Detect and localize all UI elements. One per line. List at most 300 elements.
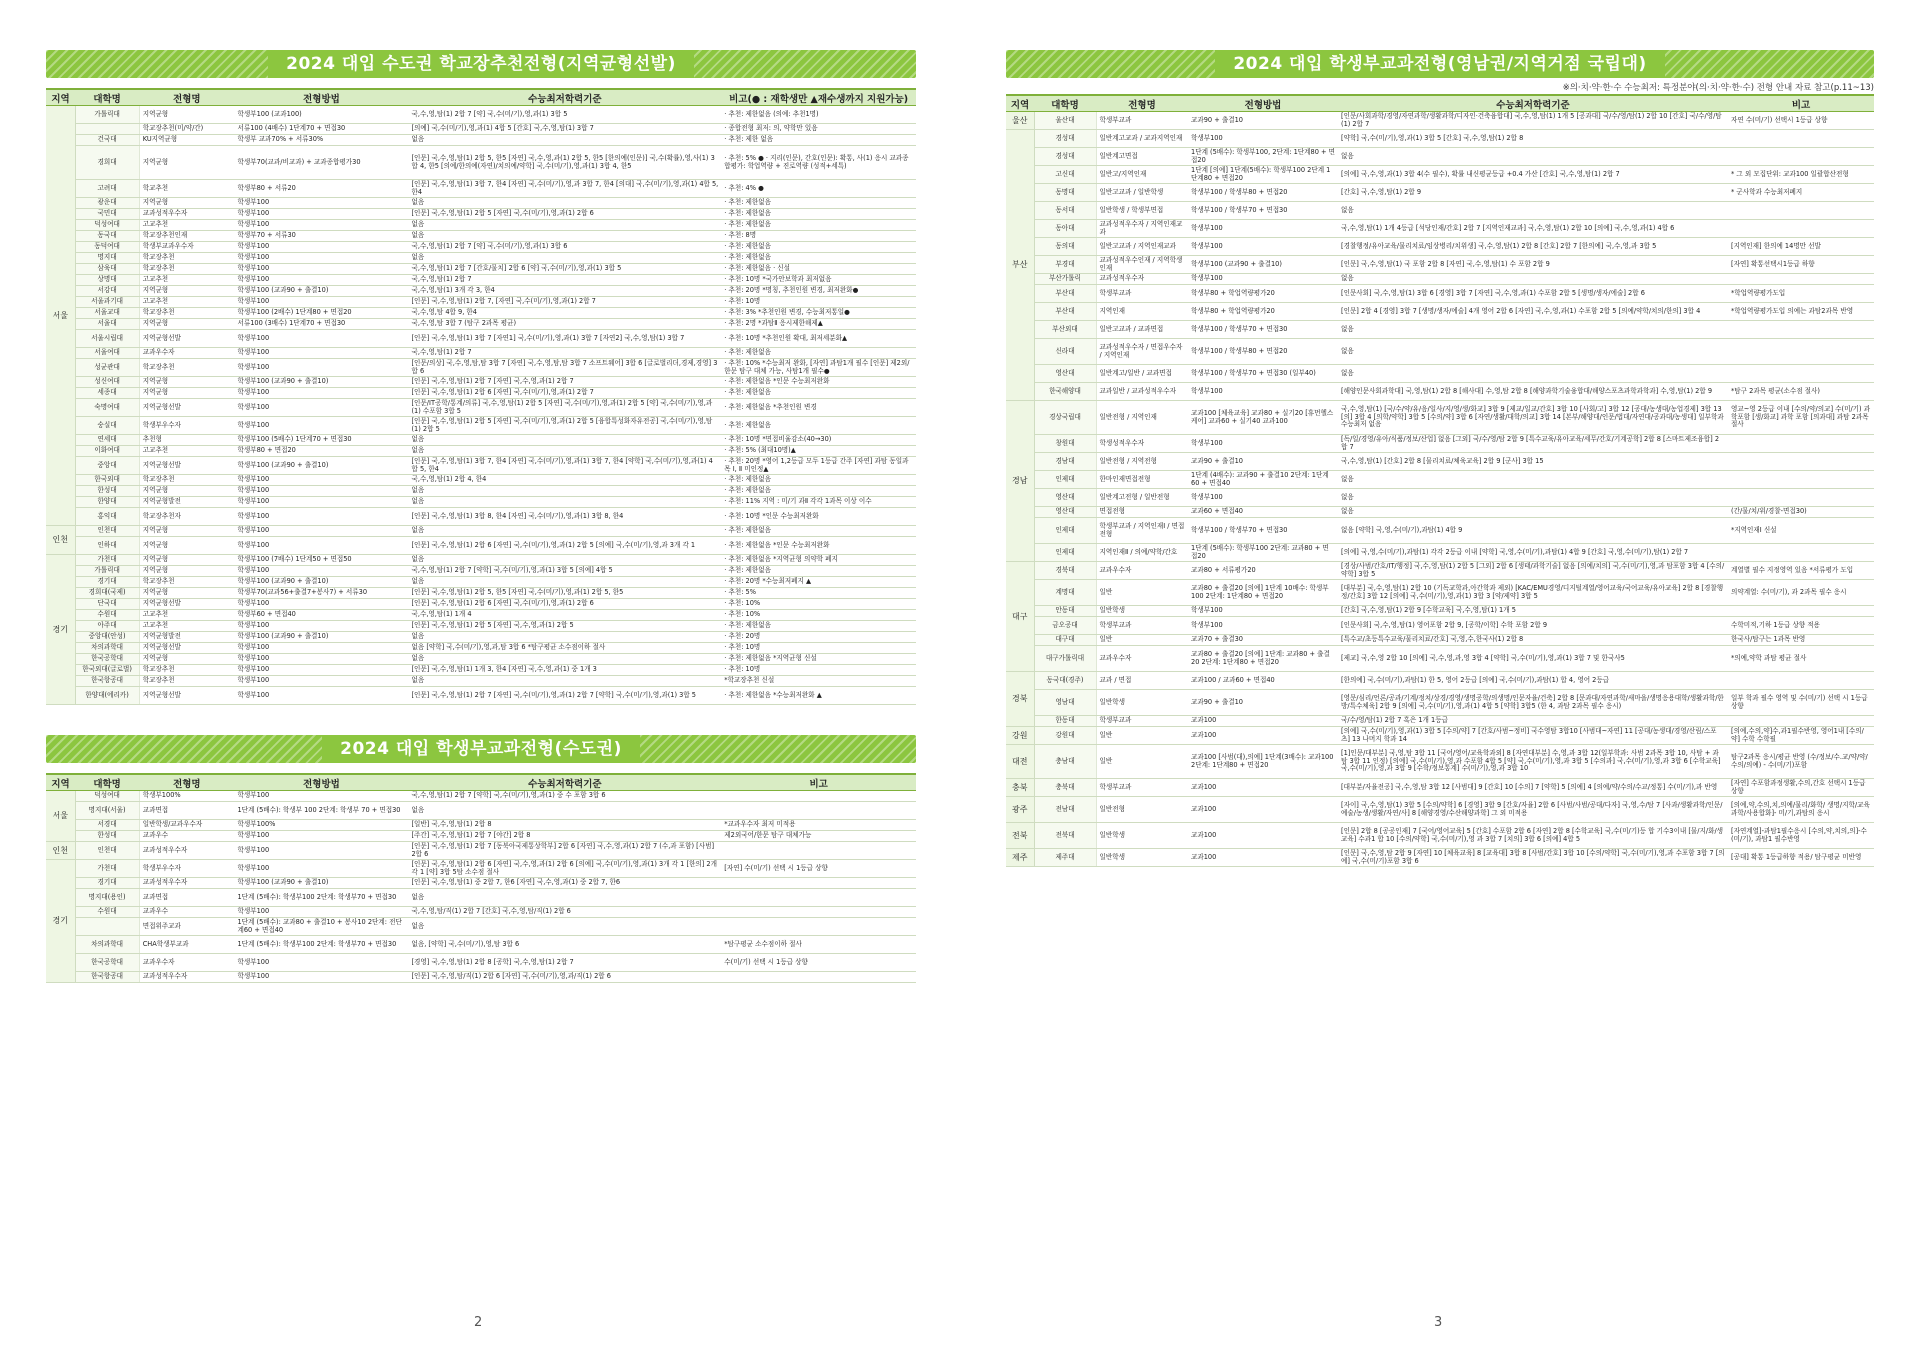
table-row	[46, 687, 916, 705]
criteria-cell: [인문] 국,수,영,탐(1) 3합 7 [자연1] 국,수(미/기),영,과(1) 3합 7 [자연2] 국,수,영,탐(1) 3합 7	[408, 330, 721, 348]
note-cell: · 추천: 제한없음	[721, 475, 916, 486]
region-cell: 경기	[46, 555, 75, 705]
note-cell: [자연] 확통선택시1등급 하향	[1728, 256, 1874, 274]
type-cell: 학생부우수자	[139, 417, 234, 435]
note-cell: · 추천: 10명 *국가안보학과 최저없음	[721, 275, 916, 286]
method-cell: 학생부100	[234, 791, 408, 802]
univ-cell: 경희대(국제)	[75, 588, 139, 599]
univ-cell: 한국공학대	[75, 654, 139, 665]
right-title: 2024 대입 학생부교과전형(영남권/지역거점 국립대)	[1215, 50, 1664, 78]
table-row	[1006, 580, 1874, 606]
method-cell: 학생부100	[234, 907, 408, 918]
capital-area-school-record-table	[46, 773, 916, 983]
method-cell: 교과100	[1188, 727, 1338, 745]
table-row	[46, 654, 916, 665]
type-cell: 학생부교과 / 지역인재Ⅰ / 면접전형	[1096, 518, 1188, 544]
criteria-cell: [인문] 국,수,영,탐(1) 2합 7 [동북아국제통상학부] 2합 6 [자연] 국,수,영,과(1) 2합 7 (수,과 포함) [사범] 2합 6	[408, 842, 721, 860]
univ-cell: 인제대	[1034, 518, 1096, 544]
method-cell: 학생부100	[234, 508, 408, 526]
type-cell: 학교장추천	[139, 308, 234, 319]
type-cell: 지역인재	[1096, 303, 1188, 321]
univ-cell: 동아대	[1034, 220, 1096, 238]
type-cell: 교과우수	[139, 831, 234, 842]
note-cell: · 추천: 10명	[721, 297, 916, 308]
univ-cell: 충북대	[1034, 779, 1096, 797]
criteria-cell: 없음	[1338, 274, 1728, 285]
table-row	[46, 446, 916, 457]
univ-cell: 동의대	[1034, 238, 1096, 256]
note-cell: 수(미/기) 선택 시 1등급 상향	[721, 954, 916, 972]
table-row	[1006, 148, 1874, 166]
column-header: 대학명	[75, 89, 139, 106]
type-cell: 학교장추천인재	[139, 231, 234, 242]
type-cell: 일반계고면접	[1096, 148, 1188, 166]
note-cell	[1728, 716, 1874, 727]
method-cell: 서류100 (4배수) 1단계70 + 면접30	[234, 124, 408, 135]
univ-cell: 가천대	[75, 555, 139, 566]
criteria-cell: [인문] 국,수,영,탐(1) 2합 6 [자연] 국,수(미/기),영,과(1) 2합 6	[408, 599, 721, 610]
method-cell: 1단계 (4배수): 교과90 + 출결10 2단계: 1단계60 + 면접40	[1188, 471, 1338, 489]
table-row	[1006, 797, 1874, 823]
column-header: 대학명	[75, 774, 139, 791]
method-cell: 학생부100 / 학생부70 + 면접30 (일부40)	[1188, 365, 1338, 383]
note-cell: *탐구평균 소수점이하 절사	[721, 936, 916, 954]
note-cell: *학업역량평가도입 의예는 과탐2과목 반영	[1728, 303, 1874, 321]
section1-title: 2024 대입 수도권 학교장추천전형(지역균형선발)	[268, 50, 694, 78]
note-cell: · 추천: 10명	[721, 643, 916, 654]
note-cell: · 추천: 20명	[721, 632, 916, 643]
criteria-cell: [의예] 국,영,수(미/기),과탐(1) 각각 2등급 이내 [약학] 국,영,수(미/기),과탐(1) 4합 9 [간호] 국,영,수(미/기),탐(1) 2합 7	[1338, 544, 1728, 562]
univ-cell: 광운대	[75, 198, 139, 209]
type-cell: 고교추천	[139, 297, 234, 308]
univ-cell: 인하대	[75, 537, 139, 555]
method-cell: 학생부100 / 학생부80 + 면접20	[1188, 339, 1338, 365]
table-row	[46, 435, 916, 446]
note-cell: (간/물/치/위/경찰-면접30)	[1728, 507, 1874, 518]
method-cell: 1단계 (5배수): 교과80 + 출결10 + 봉사10 2단계: 전단계60 + 면접40	[234, 918, 408, 936]
note-cell	[1728, 321, 1874, 339]
method-cell: 학생부100 (2배수) 1단계80 + 면접20	[234, 308, 408, 319]
column-header: 수능최저학력기준	[1338, 95, 1728, 112]
method-cell: 학생부80 + 학업역량평가20	[1188, 303, 1338, 321]
table-row	[46, 889, 916, 907]
univ-cell: 한성대	[75, 831, 139, 842]
type-cell: 학생부교과	[1096, 716, 1188, 727]
type-cell: 일반계고/일반 / 교과면접	[1096, 365, 1188, 383]
table-row	[46, 486, 916, 497]
method-cell: 학생부100 (교과90 + 출결10)	[1188, 256, 1338, 274]
type-cell: 학교장추천	[139, 475, 234, 486]
note-cell: · 추천: 10명 *면접비율감소(40→30)	[721, 435, 916, 446]
note-cell: · 추천: 10명 *추천인원 확대, 최저세분화▲	[721, 330, 916, 348]
univ-cell: 서울여대	[75, 348, 139, 359]
type-cell: 학생부교과	[1096, 285, 1188, 303]
type-cell: 일반전형 / 지역인재	[1096, 401, 1188, 435]
method-cell: 학생부100	[234, 220, 408, 231]
note-cell	[1728, 453, 1874, 471]
table-row	[1006, 401, 1874, 435]
method-cell: 학생부70 + 서류30	[234, 231, 408, 242]
column-header: 비고(● : 재학생만 ▲재수생까지 지원가능)	[721, 89, 916, 106]
table-row	[46, 209, 916, 220]
method-cell: 1단계 [의예] 1단계(5배수): 학생부100 2단계 1단계80 + 면접20	[1188, 166, 1338, 184]
method-cell: 학생부100 (교과90 + 출결10)	[234, 457, 408, 475]
method-cell: 학생부100	[234, 198, 408, 209]
method-cell: 학생부100 / 학생부80 + 면접20	[1188, 184, 1338, 202]
table-row	[1006, 544, 1874, 562]
note-cell: · 추천: 10명 *인문 수능최저완화	[721, 508, 916, 526]
criteria-cell: [간호] 국,수,영,탐(1) 2합 9	[1338, 184, 1728, 202]
criteria-cell: 국,수,영,탐(1) [국/수/약/유/음/일사/지/영/생/화교] 3합 9 [제교/일교/간호] 3합 10 [사회/고] 3합 12 [공대/농생대/농업경제] 3합 13 [의] 3합 4 [의학/약학] 3합 5 [수의/약] 3합 6 [자연/생활/대학/의교] 3합 14 [본부/해양대/인문/법대/자연대/공과대/농생대] 일부학과 수능최저 없음	[1338, 401, 1728, 435]
criteria-cell: [인문] 국,수,영,탐(1) 2합 5, 한5 [자연] 국,수,영,과(1) 2합 5, 한5 [한의예(인문)] 국,수(확률),영,사(1) 3합 4, 한5 [의예/한의예(자연)/치의예/약학] 국,수(미/기),영,과(1) 3합 4, 한5	[408, 146, 721, 180]
table-row	[46, 508, 916, 526]
table-row	[46, 820, 916, 831]
table-row	[46, 643, 916, 654]
criteria-cell: 없음	[408, 497, 721, 508]
table-row	[1006, 562, 1874, 580]
section1-banner	[46, 50, 916, 78]
table-row	[1006, 823, 1874, 849]
criteria-cell: 없음	[1338, 148, 1728, 166]
note-cell	[1728, 130, 1874, 148]
criteria-cell: [인문/사회과학/경영/자연과학/생활과학/디자인·건축융합대] 국,수,영,탐(1) 1개 5 [공과대] 국/수/영/탐(1) 2합 10 [간호] 국/수/영/탐(1) 2합 7	[1338, 112, 1728, 130]
table-row	[46, 791, 916, 802]
criteria-cell: 국,수,영,탐(1) 2합 4, 한4	[408, 475, 721, 486]
criteria-cell: [인문] 국,수,영,탐(1) 2합 6 [자연] 국,수(미/기),영,과(1) 2합 5 [의예] 국,수(미/기),영,과 3개 각 1	[408, 537, 721, 555]
type-cell: 일반	[1096, 635, 1188, 646]
univ-cell: 동국대(경주)	[1034, 672, 1096, 690]
criteria-cell: 없음	[408, 446, 721, 457]
univ-cell: 제주대	[1034, 849, 1096, 867]
criteria-cell: [인문] 국,수,영,탐(1) 3합 8, 한4 [자연] 국,수(미/기),영,과(1) 3합 8, 한4	[408, 508, 721, 526]
univ-cell: 한성대	[75, 486, 139, 497]
method-cell: 학생부100	[234, 537, 408, 555]
criteria-cell: [대부분/자율전공] 국,수,영,탐 3합 12 [사범대] 9 [간호] 10 [수의] 7 [약학] 5 [의예] 4 [의예/약/수의/수교/정통] 수(미/기),과 반영	[1338, 779, 1728, 797]
table-row	[1006, 202, 1874, 220]
type-cell: 지역균형	[139, 146, 234, 180]
method-cell: 교과70 + 출결30	[1188, 635, 1338, 646]
criteria-cell: [독/일/경영/유아/식품/정보/산업] 없음 [그외] 국/수/영/탐 2합 9 [특수교육/유아교육/세무/간호/기계공학] 2합 8 [스마트제조융합] 2합 7	[1338, 435, 1728, 453]
type-cell: 교과일반 / 교과성적우수자	[1096, 383, 1188, 401]
univ-cell: 서울교대	[75, 308, 139, 319]
criteria-cell: 없음	[1338, 507, 1728, 518]
type-cell: 학생부교과우수자	[139, 242, 234, 253]
type-cell: 학교장추천자	[139, 508, 234, 526]
table-row	[1006, 130, 1874, 148]
criteria-cell: 없음	[408, 889, 721, 907]
method-cell: 1단계 (5배수): 학생부100 2단계: 학생부70 + 면접30	[234, 936, 408, 954]
type-cell: 일반전형	[1096, 797, 1188, 823]
type-cell: 일반고교과 / 교과면접	[1096, 321, 1188, 339]
table-row	[46, 907, 916, 918]
method-cell: 학생부100	[234, 566, 408, 577]
univ-cell: 대구대	[1034, 635, 1096, 646]
criteria-cell: [대부분] 국,수,영,탐(1) 2합 10 (기독교학과,아간학과 제외) [KAC/EMU경영/디지털계열/영어교육/국어교육/유아교육] 2합 8 [경찰행정/간호] 3합 12 [의예] 국,수(미/기),영,과(1) 3합 3 [약/제약] 3합 5	[1338, 580, 1728, 606]
note-cell	[1728, 274, 1874, 285]
type-cell: 지역균형선발	[139, 687, 234, 705]
table-row	[1006, 716, 1874, 727]
table-row	[46, 106, 916, 124]
type-cell: 학교추천	[139, 180, 234, 198]
table-row	[1006, 779, 1874, 797]
method-cell: 학생부100%	[234, 820, 408, 831]
univ-cell: 한국항공대	[75, 676, 139, 687]
univ-cell: 경남대	[1034, 453, 1096, 471]
univ-cell: 전북대	[1034, 823, 1096, 849]
note-cell: · 추천: 제한없음 *인문 수능최저완화	[721, 377, 916, 388]
criteria-cell: [특수교/초등특수교육/물리치료/간호] 국,영,수,한국사(1) 2합 8	[1338, 635, 1728, 646]
method-cell: 학생부 교과70% + 서류30%	[234, 135, 408, 146]
method-cell: 학생부100	[1188, 274, 1338, 285]
table-row	[46, 621, 916, 632]
type-cell: 지역균형선발	[139, 399, 234, 417]
criteria-cell: [경찰행정/유아교육/물리치료/임상병리/치위생] 국,수,영,탐(1) 2합 8 [간호] 2합 7 [한의예] 국,수,영,과 3합 5	[1338, 238, 1728, 256]
type-cell: 지역균형	[139, 106, 234, 124]
univ-cell: 창원대	[1034, 435, 1096, 453]
method-cell: 학생부70(교과/비교과) + 교과종합평가30	[234, 146, 408, 180]
note-cell: · 추천: 제한없음	[721, 526, 916, 537]
method-cell: 학생부100 / 학생부70 + 면접30	[1188, 518, 1338, 544]
criteria-cell: 없음 [약학] 국,영,수(미/기),과탐(1) 4합 9	[1338, 518, 1728, 544]
table-row	[46, 417, 916, 435]
table-row	[46, 286, 916, 297]
method-cell: 학생부100	[1188, 489, 1338, 507]
table-row	[1006, 471, 1874, 489]
univ-cell	[75, 124, 139, 135]
type-cell: 교과면접	[139, 889, 234, 907]
criteria-cell: 없음 [약학] 국,수(미/기),영,과,탐 3합 6 *탐구평균 소수점이하 절사	[408, 643, 721, 654]
region-cell: 강원	[1006, 727, 1034, 745]
note-cell	[1728, 339, 1874, 365]
table-row	[1006, 690, 1874, 716]
univ-cell: 차의과학대	[75, 643, 139, 654]
column-header: 비고	[1728, 95, 1874, 112]
type-cell: 교과성적우수자 / 면접우수자 / 지역인재	[1096, 339, 1188, 365]
left-page: 2024 대입 수도권 학교장추천전형(지역균형선발) 지역 대학명 전형명 전형방법 수능최저학력기준 비고(● : 재학생만 ▲재수생까지 지원가능) 서울 가톨릭대 지역균형 학생부100 (교과100) 국,수,영,탐(1) 2합 7 [약] 국,수(미/기),영,과(1) 3합 5 · 추천: 제한없음 (의예: 추천1명) 학교장추천(미/약/간) 서류100 (4배수) 1단계70 + 면접30 [의예] 국,수(미/기),영,과(1) 4합 5 [간호] 국,수,영,탐(1) 3합 7 · 종합전형 최저: 의, 약학만 있음 건국대 KU지역균형 학생부 교과70% + 서류30% 없음 · 추천: 제한 없음 경희대 지역균형 학생부70(교과/비교과) + 교과종합평가30 [인문] 국,수,영,탐(1) 2합 5, 한5 [자연] 국,수,영,과(1) 2합 5, 한5 [한의예(인문)] 국,수(확률),영,사(1) 3합 4, 한5 [의예/한의예(자연)/치의예/약학] 국,수(미/기),영,과(1) 3합 4, 한5 · 추천: 5% ● · 지리(인문), 간호(인문): 확통, 사(1) 응시 교과종합평가: 학업역량 + 진로역량 (성적+세특) 고려대 학교추천 학생부80 + 서류20 [인문] 국,수,영,탐(1) 3합 7, 한4 [자연] 국,수(미/기),영,과 3합 7, 한4 [의대] 국,수(미/기),영,과(1) 4합 5, 한4 · 추천: 4% ● 광운대 지역균형 학생부100 없음 · 추천: 제한없음 국민대 교과성적우수자 학생부100 [인문] 국,수,영,탐(1) 2합 5 [자연] 국,수(미/기),영,과(1) 2합 6 · 추천: 제한없음 덕성여대 고교추천 학생부100 없음 · 추천: 제한없음 동국대 학교장추천인재 학생부70 + 서류30 없음 · 추천: 8명 동덕여대 학생부교과우수자 학생부100 국,수,영,탐(1) 2합 7 [약] 국,수(미/기),영,과(1) 3합 6 · 추천: 제한없음 명지대 학교장추천 학생부100 없음 · 추천: 제한없음 삼육대 학교장추천 학생부100 국,수,영,탐(1) 2합 7 [간호/물치] 2합 6 [약] 국,수(미/기),영,과(1) 3합 5 · 추천: 제한없음 · 신설 상명대 고교추천 학생부100 국,수,영,탐(1) 2합 7 · 추천: 10명 *국가안보학과 최저없음 서강대 지역균형 학생부100 (교과90 + 출결10) 국,수,영,탐(1) 3개 각 3, 한4 · 추천: 20명 *명칭, 추천인원 변경, 최저완화● 서울과기대 고교추천 학생부100 [인문] 국,수,영,탐(1) 2합 7, [자연] 국,수(미/기),영,과(1) 2합 7 · 추천: 10명 서울교대 학교장추천 학생부100 (2배수) 1단계80 + 면접20 국,수,영,탐 4합 9, 한4 · 추천: 3% *추천인원 변경, 수능최저통일● 서울대 지역균형 서류100 (3배수) 1단계70 + 면접30 국,수,영,탐 3합 7 (탐구 2과목 평균) · 추천: 2명 *과탐Ⅱ 응시제한해제▲ 서울시립대 지역균형선발 학생부100 [인문] 국,수,영,탐(1) 3합 7 [자연1] 국,수(미/기),영,과(1) 3합 7 [자연2] 국,수,영,탐(1) 3합 7 · 추천: 10명 *추천인원 확대, 최저세분화▲ 서울여대 교과우수자 학생부100 국,수,영,탐(1) 2합 7 · 추천: 제한없음 성균관대 학교장추천 학생부100 [인문/의상] 국,수,영,탐,탐 3합 7 [자연] 국,수,영,탐,탐 3합 7 소프트웨어] 3합 6 [글로벌리더,경제,경영] 3합 6 · 추천: 10% *수능최저 완화, [자연] 과탐1개 필수 [인문] 제2외/한문 탐구 대체 가능, 사탐1개 필수● 성신여대 지역균형 학생부100 (교과90 + 출결10) [인문] 국,수,영,탐(1) 2합 7 [자연] 국,수,영,과(1) 2합 7 · 추천: 제한없음 *인문 수능최저완화 세종대 지역균형 학생부100 [인문] 국,수,영,탐(1) 2합 6 [자연] 국,수(미/기),영,과(1) 2합 7 · 추천: 제한없음 숙명여대 지역균형선발 학생부100 [인문/IT공학/통계/의류] 국,수,영,탐(1) 2합 5 [자연] 국,수(미/기),영,과(1) 2합 5 [약] 국,수(미/기),영,과(1) 수포함 3합 5 · 추천: 제한없음 *추천인원 변경 숭실대 학생부우수자 학생부100 [인문] 국,수,영,탐(1) 2합 5 [자연] 국,수(미/기),영,과(1) 2합 5 [융합특성화자유전공] 국,수(미/기),영,탐(1) 2합 5 · 추천: 제한없음 연세대 추천형 학생부100 (5배수) 1단계70 + 면접30 없음 · 추천: 10명 *면접비율감소(40→30) 이화여대 고교추천 학생부80 + 면접20 없음 · 추천: 5% (최대10명)▲ 중앙대 지역균형선발 학생부100 (교과90 + 출결10) [인문] 국,수,영,탐(1) 3합 7, 한4 [자연] 국,수(미/기),영,과(1) 3합 7, 한4 [약학] 국,수(미/기),영,과(1) 4합 5, 한4 · 추천: 20명 *영어 1,2등급 모두 1등급 간주 [자연] 과탐 동일과목 Ⅰ, Ⅱ 미인정▲ 한국외대 학교장추천 학생부100 국,수,영,탐(1) 2합 4, 한4 · 추천: 제한없음 한성대 지역균형 학생부100 없음 · 추천: 제한없음 한양대 지역균형발전 학생부100 없음 · 추천: 11% 지역 : 미/기 과Ⅱ 각각 1과목 이상 이수 홍익대 학교장추천자 학생부100 [인문] 국,수,영,탐(1) 3합 8, 한4 [자연] 국,수(미/기),영,과(1) 3합 8, 한4 · 추천: 10명 *인문 수능최저완화 인천 인천대 지역균형 학생부100 없음 · 추천: 제한없음 인하대 지역균형 학생부100 [인문] 국,수,영,탐(1) 2합 6 [자연] 국,수(미/기),영,과(1) 2합 5 [의예] 국,수(미/기),영,과 3개 각 1 · 추천: 제한없음 *인문 수능최저완화 경기 가천대 지역균형 학생부100 (7배수) 1단계50 + 면접50 없음 · 추천: 제한없음 *지역균형 의약학 폐지 가톨릭대 지역균형 학생부100 국,수,영,탐(1) 2합 7 [약학] 국,수(미/기),영,과(1) 3합 5 [의예] 4합 5 · 추천: 제한없음 경기대 학교장추천 학생부100 (교과90 + 출결10) 없음 · 추천: 20명 *수능최저폐지 ▲ 경희대(국제) 지역균형 학생부70(교과56+출결7+봉사7) + 서류30 [인문] 국,수,영,탐(1) 2합 5, 한5 [자연] 국,수(미/기),영,과(1) 2합 5, 한5 · 추천: 5% 단국대 지역균형선발 학생부100 [인문] 국,수,영,탐(1) 2합 6 [자연] 국,수(미/기),영,과(1) 2합 6 · 추천: 10% 수원대 고교추천 학생부60 + 면접40 국,수,영,탐(1) 1개 4 · 추천: 10% 아주대 고교추천 학생부100 [인문] 국,수,영,탐(1) 2합 5 [자연] 국,수,영,과(1) 2합 5 · 추천: 제한없음 중앙대(안성) 지역균형발전 학생부100 (교과90 + 출결10) 없음 · 추천: 20명 차의과학대 지역균형선발 학생부100 없음 [약학] 국,수(미/기),영,과,탐 3합 6 *탐구평균 소수점이하 절사 · 추천: 10명 한국공학대 지역균형 학생부100 없음 · 추천: 제한없음 *지역균형 신설 한국외대(글로벌) 학교장추천 학생부100 [인문] 국,수,영,탐(1) 1개 3, 한4 [자연] 국,수,영,과(1) 중 1개 3 · 추천: 10명 한국항공대 학교장추천 학생부100 없음 *학교장추천 신설 한양대(에리카) 지역균형선발 학생부100 [인문] 국,수,영,탐(1) 2합 7 [자연] 국,수(미/기),영,과(1) 2합 7 [약학] 국,수(미/기),영,과(1) 3합 5 · 추천: 제한없음 *수능최저완화 ▲ 2024 대입 학생부교과전형(수도권) 지역 대학명 전형명 전형방법 수능최저학력기준 비고 서울 덕성여대 학생부100% 학생부100 국,수,영,탐(1) 2합 7 [약학] 국,수(미/기),영,과(1) 중 수 포함 3합 6 명지대(서울) 교과면접 1단계 (5배수): 학생부 100 2단계: 학생부 70 + 면접30 없음 서경대 일반학생/교과우수자 학생부100% [일반] 국,수,영,탐(1) 2합 8 *교과우수자 최저 미적용 한성대 교과우수 학생부100 [주간] 국,수,영,탐(1) 2합 7 [야간] 2합 8 제2외국어/한문 탐구 대체가능 인천 인천대 교과성적우수자 학생부100 [인문] 국,수,영,탐(1) 2합 7 [동북아국제통상학부] 2합 6 [자연] 국,수,영,과(1) 2합 7 (수,과 포함) [사범] 2합 6 경기 가천대 학생부우수자 학생부100 [인문] 국,수,영,탐(1) 2합 6 [자연] 국,수,영,과(1) 2합 6 [의예] 국,수(미/기),영,과(1) 3개 각 1 [한의] 2개 각 1 [약] 3합 5탐 소수점 절사 [자연] 수(미/기) 선택 시 1등급 상향 경기대 교과성적우수자 학생부100 (교과90 + 출결10) [인문] 국,수,영,탐(1) 중 2합 7, 한6 [자연] 국,수,영,과(1) 중 2합 7, 한6 명지대(용인) 교과면접 1단계 (5배수): 학생부100 2단계: 학생부70 + 면접30 없음 수원대 교과우수 학생부100 국,수,영,탐/직(1) 2합 7 [간호] 국,수,영,탐/직(1) 2합 6 면접위주교과 1단계 (5배수): 교과80 + 출결10 + 봉사10 2단계: 전단계60 + 면접40 없음 차의과학대 CHA학생부교과 1단계 (5배수): 학생부100 2단계: 학생부70 + 면접30 없음, [약학] 국,수(미/기),영,탐 3합 6 *탐구평균 소수점이하 절사 한국공학대 교과우수자 학생부100 [경영] 국,수,영,탐(1) 2합 8 [공학] 국,수,영,탐(1) 2합 7 수(미/기) 선택 시 1등급 상향 한국항공대 교과성적우수자 학생부100 [인문] 국,수,영,탐/직(1) 2합 6 [자연] 국,수(미/기),영,과/직(1) 2합 6 2	[46, 50, 916, 983]
region-cell: 서울	[46, 791, 75, 842]
regional-balance-table	[46, 88, 916, 705]
note-cell: · 추천: 20명 *명칭, 추천인원 변경, 최저완화●	[721, 286, 916, 297]
note-cell: [자연] 수포함과정생활,수의,간호 선택시 1등급 상향	[1728, 779, 1874, 797]
criteria-cell: 없음	[408, 577, 721, 588]
univ-cell: 금오공대	[1034, 617, 1096, 635]
type-cell: 일반학생	[1096, 849, 1188, 867]
region-cell: 충북	[1006, 779, 1034, 797]
criteria-cell: [영문/심리/언론/공과/기계/정치/상경/경영/생명공학/의생명/인문자율/건축] 2합 8 [문과대/자연과학/새마을/생명응용대학/생활과학/한방/특수체육] 2합 9 [의예] 국,수(미/기),영,과(1) 4합 5 [약학] 3합5 (한 4, 과탐 2과목 필수 응시)	[1338, 690, 1728, 716]
criteria-cell: 없음	[408, 253, 721, 264]
univ-cell: 서울과기대	[75, 297, 139, 308]
type-cell: 지역균형	[139, 588, 234, 599]
table-row	[46, 588, 916, 599]
method-cell: 교과100	[1188, 849, 1338, 867]
column-header: 전형방법	[234, 89, 408, 106]
table-row	[46, 377, 916, 388]
criteria-cell: [인문] 국,수,영,탐 2합 9 [자연] 10 [체육교육] 8 [교육대] 3합 8 [사범/간호] 3합 10 [수의/약학] 국,수(미/기),영,과 수포함 3합 7 [의예] 국,수(미/기)포함 3합 6	[1338, 849, 1728, 867]
column-header: 전형명	[1096, 95, 1188, 112]
column-header: 지역	[46, 89, 75, 106]
criteria-cell: [인문사회] 국,수,영,탐(1) 3합 6 [경영] 3합 7 [자연] 국,수,영,과(1) 수포함 2합 5 [생명/생자/에술] 2합 6	[1338, 285, 1728, 303]
criteria-cell: [인문] 국,수,영,탐(1) 중 2합 7, 한6 [자연] 국,수,영,과(1) 중 2합 7, 한6	[408, 878, 721, 889]
criteria-cell: [인문] 국,수,영,탐(1) 2합 5 [자연] 국,수(미/기),영,과(1) 2합 5 [융합특성화자유전공] 국,수(미/기),영,탐(1) 2합 5	[408, 417, 721, 435]
table-row	[46, 180, 916, 198]
criteria-cell: 없음	[1338, 365, 1728, 383]
criteria-cell: 없음	[408, 220, 721, 231]
note-cell: · 추천: 제한없음 (의예: 추천1명)	[721, 106, 916, 124]
note-cell: · 추천: 제한없음 *지역균형 신설	[721, 654, 916, 665]
note-cell: · 추천: 10명	[721, 665, 916, 676]
note-cell: · 추천: 2명 *과탐Ⅱ 응시제한해제▲	[721, 319, 916, 330]
method-cell: 교과80 + 출결20 [의예] 1단계 10배수: 학생부100 2단계: 1단계80 + 면접20	[1188, 580, 1338, 606]
table-row	[1006, 672, 1874, 690]
criteria-cell: [인문/의상] 국,수,영,탐,탐 3합 7 [자연] 국,수,영,탐,탐 3합 7 소프트웨어] 3합 6 [글로벌리더,경제,경영] 3합 6	[408, 359, 721, 377]
method-cell: 학생부100	[234, 599, 408, 610]
criteria-cell: 국,수,영,탐 3합 7 (탐구 2과목 평균)	[408, 319, 721, 330]
table-row	[46, 676, 916, 687]
table-row	[46, 330, 916, 348]
criteria-cell: [인문] 국,수,영,탐(1) 3합 7, 한4 [자연] 국,수(미/기),영,과 3합 7, 한4 [의대] 국,수(미/기),영,과(1) 4합 5, 한4	[408, 180, 721, 198]
right-banner	[1006, 50, 1874, 78]
univ-cell: 동국대	[75, 231, 139, 242]
type-cell: 일반고교과 / 일반학생	[1096, 184, 1188, 202]
type-cell: 교과성적우수자	[1096, 274, 1188, 285]
univ-cell: 경북대	[1034, 562, 1096, 580]
method-cell: 학생부100	[234, 954, 408, 972]
univ-cell: 경성대	[1034, 148, 1096, 166]
criteria-cell: [인문] 국,수,영,탐(1) 2합 5 [자연] 국,수(미/기),영,과(1) 2합 6	[408, 209, 721, 220]
method-cell: 교과90 + 출결10	[1188, 112, 1338, 130]
type-cell: 교과성적우수자 / 지역인재교과	[1096, 220, 1188, 238]
criteria-cell: 없음	[408, 802, 721, 820]
criteria-cell: 없음	[408, 231, 721, 242]
univ-cell: 국민대	[75, 209, 139, 220]
univ-cell: 영산대	[1034, 365, 1096, 383]
table-row	[46, 497, 916, 508]
univ-cell: 고신대	[1034, 166, 1096, 184]
method-cell: 교과100	[1188, 823, 1338, 849]
column-header: 수능최저학력기준	[408, 89, 721, 106]
note-cell: * 군사학과 수능최저폐지	[1728, 184, 1874, 202]
note-cell: · 추천: 제한없음	[721, 242, 916, 253]
type-cell: 고교추천	[139, 446, 234, 457]
note-cell: · 추천: 11% 지역 : 미/기 과Ⅱ 각각 1과목 이상 이수	[721, 497, 916, 508]
note-cell: · 추천: 제한없음	[721, 486, 916, 497]
method-cell: 학생부100	[234, 297, 408, 308]
type-cell: 지역인재Ⅱ / 의예/약학/간호	[1096, 544, 1188, 562]
univ-cell: 경희대	[75, 146, 139, 180]
univ-cell: 경기대	[75, 577, 139, 588]
region-cell: 제주	[1006, 849, 1034, 867]
table-row	[46, 242, 916, 253]
type-cell: 교과우수자	[139, 954, 234, 972]
criteria-cell: 없음	[408, 676, 721, 687]
univ-cell: 한양대(에리카)	[75, 687, 139, 705]
table-row	[1006, 745, 1874, 779]
univ-cell: 인제대	[1034, 544, 1096, 562]
univ-cell: 서경대	[75, 820, 139, 831]
method-cell: 1단계 (5배수): 학생부100 2단계: 교과80 + 면접20	[1188, 544, 1338, 562]
column-header: 전형명	[139, 774, 234, 791]
method-cell: 학생부100 / 학생부70 + 면접30	[1188, 202, 1338, 220]
type-cell: 학생부교과	[1096, 779, 1188, 797]
table-row	[1006, 617, 1874, 635]
univ-cell: 인제대	[1034, 471, 1096, 489]
univ-cell: 계명대	[1034, 580, 1096, 606]
method-cell: 학생부100 (교과90 + 출결10)	[234, 878, 408, 889]
table-row	[1006, 518, 1874, 544]
criteria-cell: 없음	[408, 435, 721, 446]
table-row	[46, 599, 916, 610]
method-cell: 학생부100	[234, 860, 408, 878]
method-cell: 교과100 / 교과60 + 면접40	[1188, 672, 1338, 690]
type-cell: 일반계고교과 / 교과지역인재	[1096, 130, 1188, 148]
note-cell	[1728, 365, 1874, 383]
table-row	[1006, 453, 1874, 471]
criteria-cell: [인문] 국,수,영,탐(1) 3합 7, 한4 [자연] 국,수(미/기),영,과(1) 3합 7, 한4 [약학] 국,수(미/기),영,과(1) 4합 5, 한4	[408, 457, 721, 475]
table-row	[46, 577, 916, 588]
univ-cell: 단국대	[75, 599, 139, 610]
table-row	[46, 275, 916, 286]
method-cell: 학생부100 (교과90 + 출결10)	[234, 577, 408, 588]
type-cell: 지역균형	[139, 319, 234, 330]
method-cell: 학생부100	[234, 275, 408, 286]
note-cell: [자연계열]-과탐1필수응시 [수의,약,치의,의]-수(미/기), 과탐1 필수반영	[1728, 823, 1874, 849]
univ-cell: 성신여대	[75, 377, 139, 388]
method-cell: 학생부100	[234, 831, 408, 842]
table-row	[46, 878, 916, 889]
type-cell: 지역균형	[139, 198, 234, 209]
criteria-cell: 국,수,영,탐(1) 2합 7 [약] 국,수(미/기),영,과(1) 3합 6	[408, 242, 721, 253]
criteria-cell: 국,수,영,탐(1) 2합 7	[408, 275, 721, 286]
method-cell: 학생부100	[234, 348, 408, 359]
univ-cell: 차의과학대	[75, 936, 139, 954]
type-cell: 학생부100%	[139, 791, 234, 802]
method-cell: 학생부100	[234, 399, 408, 417]
note-cell: · 추천: 제한없음	[721, 417, 916, 435]
univ-cell: 명지대(서울)	[75, 802, 139, 820]
type-cell: 학생성적우수자	[1096, 435, 1188, 453]
univ-cell: 가톨릭대	[75, 566, 139, 577]
univ-cell: 전남대	[1034, 797, 1096, 823]
right-page: 2024 대입 학생부교과전형(영남권/지역거점 국립대) ※의·치·약·한·수 수능최저: 특정분야(의·치·약·한·수) 전형 안내 자료 참고(p.11~13) 지역 대학명 전형명 전형방법 수능최저학력기준 비고 울산 울산대 학생부교과 교과90 + 출결10 [인문/사회과학/경영/자연과학/생활과학/디자인·건축융합대] 국,수,영,탐(1) 1개 5 [공과대] 국/수/영/탐(1) 2합 10 [간호] 국/수/영/탐(1) 2합 7 자연 수(미/기) 선택시 1등급 상향 부산 경성대 일반계고교과 / 교과지역인재 학생부100 [약학] 국,수(미/기),영,과(1) 3합 5 [간호] 국,수,영,탐(1) 2합 8 경성대 일반계고면접 1단계 (5배수): 학생부100, 2단계: 1단계80 + 면접20 없음 고신대 일반고/지역인재 1단계 [의예] 1단계(5배수): 학생부100 2단계 1단계80 + 면접20 [의예] 국,수,영,과(1) 3합 4(수 필수), 확률 내신평균등급 +0.4 가산 [간호] 국,수,영,탐(1) 2합 7 * 그 외 모집단위: 교과100 일괄합산전형 동명대 일반고교과 / 일반학생 학생부100 / 학생부80 + 면접20 [간호] 국,수,영,탐(1) 2합 9 * 군사학과 수능최저폐지 동서대 일반학생 / 학생부면접 학생부100 / 학생부70 + 면접30 없음 동아대 교과성적우수자 / 지역인재교과 학생부100 국,수,영,탐(1) 1개 4등급 [석당인재/간호] 2합 7 [지역인재교과] 국,수,영,탐(1) 2합 10 [의예] 국,수,영,과(1) 4합 6 동의대 일반고교과 / 지역인재교과 학생부100 [경찰행정/유아교육/물리치료/임상병리/치위생] 국,수,영,탐(1) 2합 8 [간호] 2합 7 [한의예] 국,수,영,과 3합 5 [지역인재] 한의예 14명만 선발 부경대 교과성적우수인재 / 지역학생인재 학생부100 (교과90 + 출결10) [인문] 국,수,영,탐(1) 국 포함 2합 8 [자연] 국,수,영,탐(1) 수 포함 2합 9 [자연] 확통선택시1등급 하향 부산가톨릭 교과성적우수자 학생부100 없음 부산대 학생부교과 학생부80 + 학업역량평가20 [인문사회] 국,수,영,탐(1) 3합 6 [경영] 3합 7 [자연] 국,수,영,과(1) 수포함 2합 5 [생명/생자/에술] 2합 6 *학업역량평가도입 부산대 지역인재 학생부80 + 학업역량평가20 [인문] 2합 4 [경영] 3합 7 [생명/생자/에술] 4개 영어 2합 6 [자연] 국,수,영,과(1) 수포함 2합 5 [의예/약학/치의/한의] 3합 4 *학업역량평가도입 의예는 과탐2과목 반영 부산외대 일반고교과 / 교과면접 학생부100 / 학생부70 + 면접30 없음 신라대 교과성적우수자 / 면접우수자 / 지역인재 학생부100 / 학생부80 + 면접20 없음 영산대 일반계고/일반 / 교과면접 학생부100 / 학생부70 + 면접30 (일부40) 없음 한국해양대 교과일반 / 교과성적우수자 학생부100 [해양인문사회과학대] 국,영,탐(1) 2합 8 [해사대] 수,영,탐 2합 8 [해양과학기술융합대/해양스포츠과학과학과] 수,영,탐(1) 2합 9 *탐구 2과목 평균(소수점 절사) 경남 경상국립대 일반전형 / 지역인재 교과100 [체육교육] 교과80 + 실기20 [휴먼헬스케어] 교과60 + 실기40 교과100 국,수,영,탐(1) [국/수/약/유/음/일사/지/영/생/화교] 3합 9 [제교/일교/간호] 3합 10 [사회/고] 3합 12 [공대/농생대/농업경제] 3합 13 [의] 3합 4 [의학/약학] 3합 5 [수의/약] 3합 6 [자연/생활/대학/의교] 3합 14 [본부/해양대/인문/법대/자연대/공과대/농생대] 일부학과 수능최저 없음 영교~영 2등급 이내 [수의/약/의교] 수(미/기) 과학포함 [생/화교] 과학 포함 [의과대] 과탐 2과목 절사 창원대 학생성적우수자 학생부100 [독/일/경영/유아/식품/정보/산업] 없음 [그외] 국/수/영/탐 2합 9 [특수교육/유아교육/세무/간호/기계공학] 2합 8 [스마트제조융합] 2합 7 경남대 일반전형 / 지역전형 교과90 + 출결10 국,수,영,탐(1) [간호] 2합 8 [물리치료/체육교육] 2합 9 [군사] 3합 15 인제대 한마인재면접전형 1단계 (4배수): 교과90 + 출결10 2단계: 1단계60 + 면접40 없음 영산대 일반계고전형 / 일반전형 학생부100 없음 영산대 면접전형 교과60 + 면접40 없음 (간/물/치/위/경찰-면접30) 인제대 학생부교과 / 지역인재Ⅰ / 면접전형 학생부100 / 학생부70 + 면접30 없음 [약학] 국,영,수(미/기),과탐(1) 4합 9 *지역인재Ⅰ 신설 인제대 지역인재Ⅱ / 의예/약학/간호 1단계 (5배수): 학생부100 2단계: 교과80 + 면접20 [의예] 국,영,수(미/기),과탐(1) 각각 2등급 이내 [약학] 국,영,수(미/기),과탐(1) 4합 9 [간호] 국,영,수(미/기),탐(1) 2합 7 대구 경북대 교과우수자 교과80 + 서류평가20 [경상/사범/간호/IT/행정] 국,수,영,탐(1) 2합 5 [그외] 2합 6 [생태/과학기술] 없음 [의예/치의] 국,수(미/기),영,과 탐포함 3합 4 [수의/약학] 3합 5 계열별 필수 지정영역 있음 *서류평가 도입 계명대 일반 교과80 + 출결20 [의예] 1단계 10배수: 학생부100 2단계: 1단계80 + 면접20 [대부분] 국,수,영,탐(1) 2합 10 (기독교학과,아간학과 제외) [KAC/EMU경영/디지털계열/영어교육/국어교육/유아교육] 2합 8 [경찰행정/간호] 3합 12 [의예] 국,수(미/기),영,과(1) 3합 3 [약/제약] 3합 5 의약계열: 수(미/기), 과 2과목 필수 응시 안동대 일반학생 학생부100 [간호] 국,수,영,탐(1) 2합 9 [수학교육] 국,수,영,탐(1) 1개 5 금오공대 학생부교과 학생부100 [인문사회] 국,수,영,탐(1) 영어포함 2합 9, [공학/이학] 수학 포함 2합 9 수학미적,기하 1등급 상향 적용 대구대 일반 교과70 + 출결30 [특수교/초등특수교육/물리치료/간호] 국,영,수,한국사(1) 2합 8 한국사/탐구는 1과목 반영 대구가톨릭대 교과우수자 교과80 + 출결20 [의예] 1단계: 교과80 + 출결20 2단계: 1단계80 + 면접20 [제교] 국,수,영 2합 10 [의예] 국,수,영,과,영 3합 4 [약학] 국,수(미/기),영,과(1) 3합 7 및 한국사5 *의예,약학 과탐 평균 절사 경북 동국대(경주) 교과 / 면접 교과100 / 교과60 + 면접40 [한의예] 국,수(미/기),과탐(1) 한 5, 영어 2등급 [의예] 국,수(미/기),과탐(1) 합 4, 영어 2등급 영남대 일반학생 교과90 + 출결10 [영문/심리/언론/공과/기계/정치/상경/경영/생명공학/의생명/인문자율/건축] 2합 8 [문과대/자연과학/새마을/생명응용대학/생활과학/한방/특수체육] 2합 9 [의예] 국,수(미/기),영,과(1) 4합 5 [약학] 3합5 (한 4, 과탐 2과목 필수 응시) 일부 학과 필수 영역 및 수(미/기) 선택 시 1등급 상향 한동대 학생부교과 교과100 국/수/영/탐(1) 2합 7 혹은 1개 1등급 강원 강원대 일반 교과100 [의예] 국,수(미/기),영,과(1) 3합 5 [수의/약] 7 [간호/사범~정비] 국수영탐 3합10 [사범대~자연] 11 [공대/농생대/경영/산림/스포츠] 13 나머지 학과 14 [의예,수의,약]수,과1필수반영, 영어1내 [수의/약] 수학 수학필 대전 충남대 일반 교과100 [사범(대),의예] 1단계(3배수): 교과100 2단계: 1단계80 + 면접20 [1]인문/대부분] 국,영,탐 3합 11 [국어/영어/교육학과외] 8 [자연대부분] 수,영,과 3합 12(일부학과: 사범 2과목 3합 10, 사탐 + 과탐 3합 11 인정) [의예] 국,수(미/기),영,과 수포함 4합 5 [약] 국,수(미/기),영,과 3합 5 [수의과] 국,수(미/기),영,과 3합 6 [수학교육] 국,수(미/기),영,과 3합 9 [수학/정보통계] 수(미/기),영,과 3합 10 탐구2과목 응시/평균 반영 (수/정보/수.교/약/약/수의/의예) - 수(미/기)포함 충북 충북대 학생부교과 교과100 [대부분/자율전공] 국,수,영,탐 3합 12 [사범대] 9 [간호] 10 [수의] 7 [약학] 5 [의예] 4 [의예/약/수의/수교/정통] 수(미/기),과 반영 [자연] 수포함과정생활,수의,간호 선택시 1등급 상향 광주 전남대 일반전형 교과100 [자이] 국,수,영,탐(1) 3합 5 [수의/약학] 6 [경영] 3합 9 [간호/자율] 2합 6 [사범/사범/공대/다자] 국,영,수/탐 7 [사과/생활과학/인문/예술/농생/생활/자연/사] 8 [해양경영/수산해양과학] 그 외 미적용 [의예,약,수의,치,의예/물리/화학/ 생명/지학/교육과학/사용합화]- 미/기,과탐의 응시 전북 전북대 일반학생 교과100 [인문] 2합 8 [공공인재] 7 [국어/영어교육] 5 [간호] 수포함 2합 6 [자연] 2합 8 [수학교육] 국,수(미/기)등 합 기수3이내 [물/지/화/생교육] 수과1 합 10 [수의/약학] 국,수(미/기),영 과 3합 7 [치의] 3합 6 [의예] 4합 5 [자연계열]-과탐1필수응시 [수의,약,치의,의]-수(미/기), 과탐1 필수반영 제주 제주대 일반학생 교과100 [인문] 국,수,영,탐 2합 9 [자연] 10 [체육교육] 8 [교육대] 3합 8 [사범/간호] 3합 10 [수의/약학] 국,수(미/기),영,과 수포함 3합 7 [의예] 국,수(미/기)포함 3합 6 [공대] 확통 1등급하향 적용/ 탐구평균 미반영 3	[1006, 50, 1874, 867]
type-cell: 한마인재면접전형	[1096, 471, 1188, 489]
type-cell: 교과성적우수자	[139, 842, 234, 860]
method-cell: 학생부80 + 학업역량평가20	[1188, 285, 1338, 303]
note-cell: [의예,수의,약]수,과1필수반영, 영어1내 [수의/약] 수학 수학필	[1728, 727, 1874, 745]
note-cell	[1728, 489, 1874, 507]
criteria-cell: 없음, [약학] 국,수(미/기),영,탐 3합 6	[408, 936, 721, 954]
method-cell: 학생부100	[1188, 238, 1338, 256]
note-cell: · 추천: 5% ● · 지리(인문), 간호(인문): 확통, 사(1) 응시 교과종합평가: 학업역량 + 진로역량 (성적+세특)	[721, 146, 916, 180]
criteria-cell: [해양인문사회과학대] 국,영,탐(1) 2합 8 [해사대] 수,영,탐 2합 8 [해양과학기술융합대/해양스포츠과학과학과] 수,영,탐(1) 2합 9	[1338, 383, 1728, 401]
criteria-cell: [한의예] 국,수(미/기),과탐(1) 한 5, 영어 2등급 [의예] 국,수(미/기),과탐(1) 합 4, 영어 2등급	[1338, 672, 1728, 690]
method-cell: 학생부100 (교과90 + 출결10)	[234, 377, 408, 388]
table-row	[1006, 339, 1874, 365]
table-row	[1006, 507, 1874, 518]
univ-cell: 한국해양대	[1034, 383, 1096, 401]
type-cell: 일반학생	[1096, 690, 1188, 716]
table-row	[46, 308, 916, 319]
criteria-cell: [주간] 국,수,영,탐(1) 2합 7 [야간] 2합 8	[408, 831, 721, 842]
criteria-cell: 국,수,영,탐(1) 2합 7 [약학] 국,수(미/기),영,과(1) 3합 5 [의예] 4합 5	[408, 566, 721, 577]
type-cell: 일반	[1096, 745, 1188, 779]
table-row	[46, 399, 916, 417]
note-cell: · 추천: 5% (최대10명)▲	[721, 446, 916, 457]
note-cell: [공대] 확통 1등급하향 적용/ 탐구평균 미반영	[1728, 849, 1874, 867]
univ-cell	[75, 918, 139, 936]
method-cell: 교과80 + 서류평가20	[1188, 562, 1338, 580]
note-cell	[721, 972, 916, 983]
column-header: 전형명	[139, 89, 234, 106]
